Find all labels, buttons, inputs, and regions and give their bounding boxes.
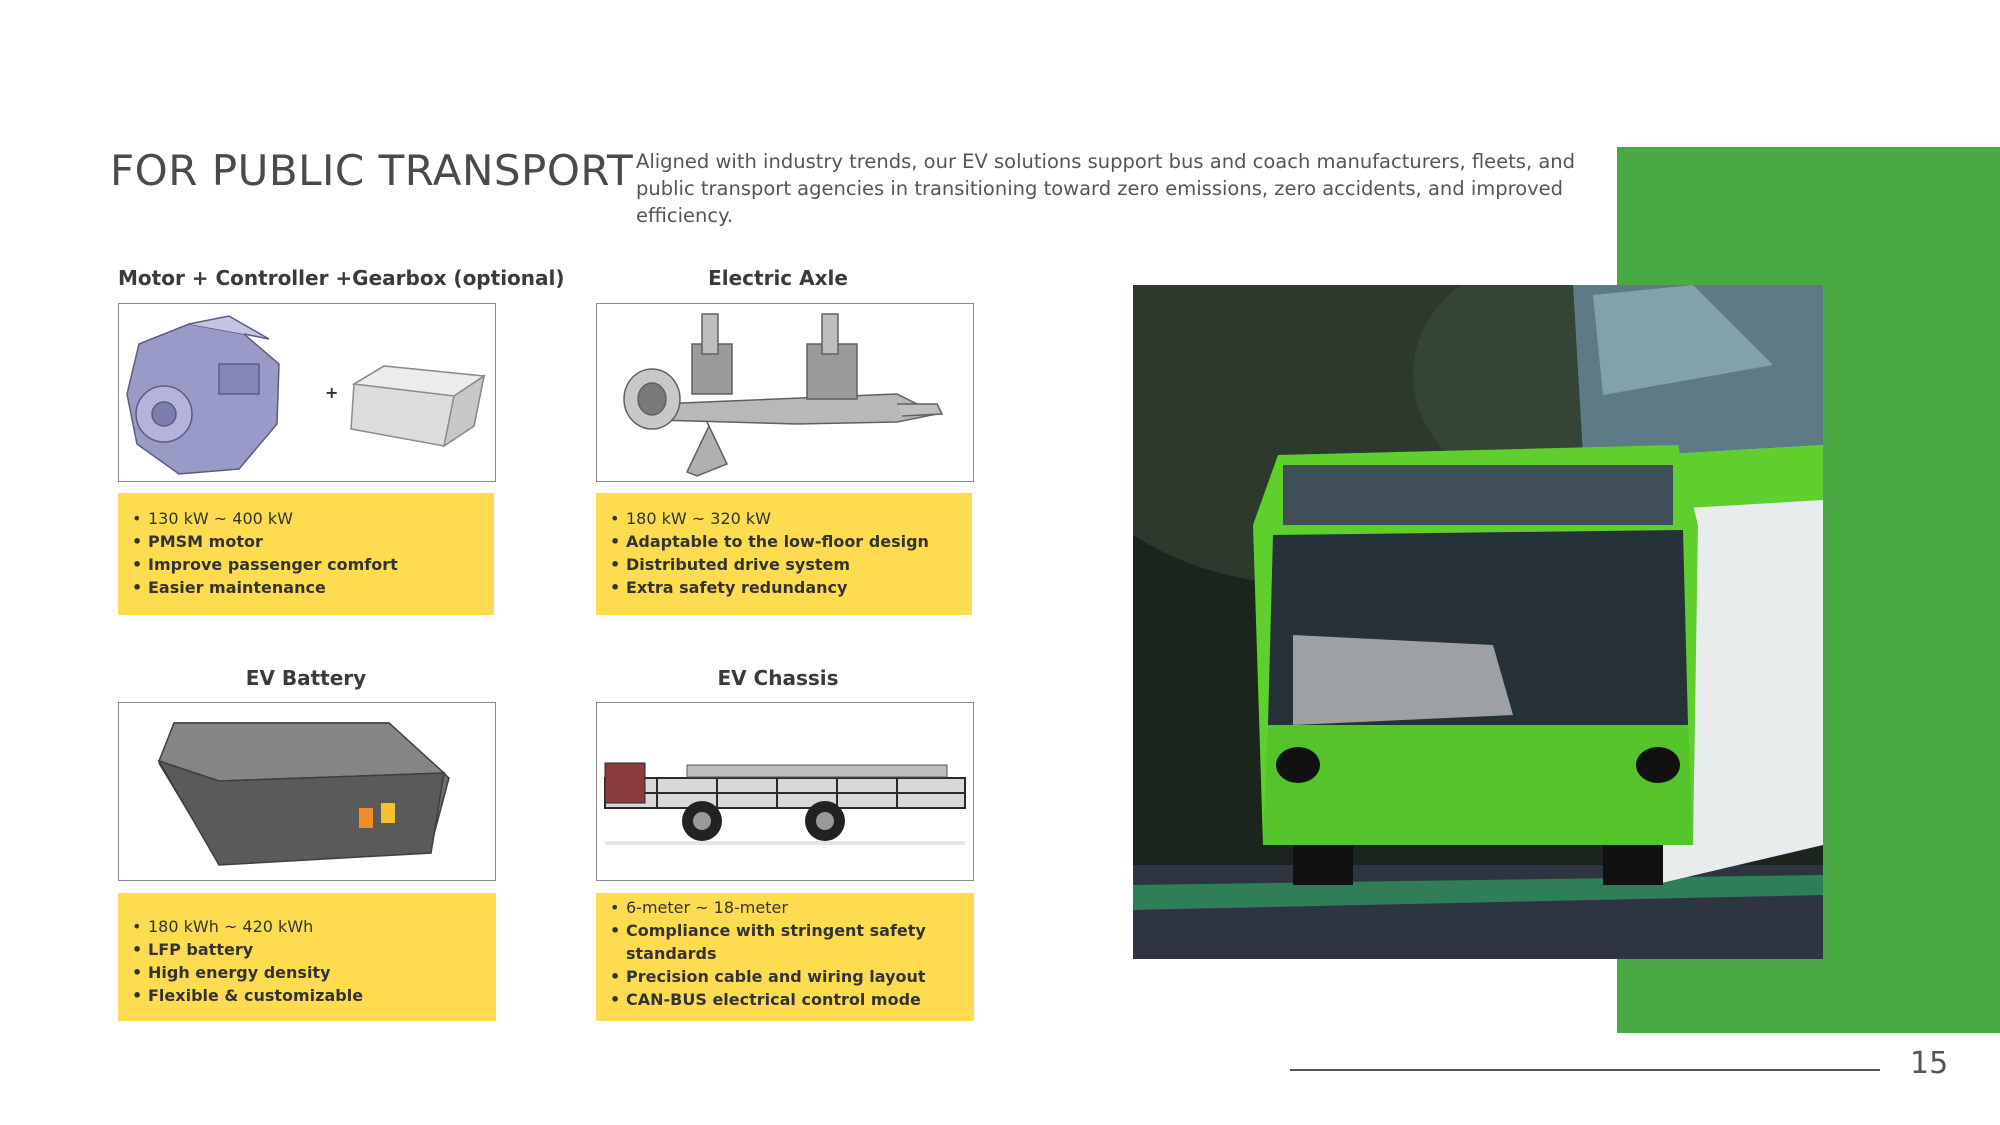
card-title-motor: Motor + Controller +Gearbox (optional)	[118, 266, 565, 290]
motor-controller-image	[118, 303, 496, 482]
spec-range: • 130 kW ~ 400 kW	[132, 507, 484, 530]
spec-item: • Precision cable and wiring layout	[610, 965, 964, 988]
spec-item: • Adaptable to the low-floor design	[610, 530, 962, 553]
spec-box-battery	[118, 893, 496, 1021]
spec-item: • LFP battery	[132, 938, 486, 961]
spec-item: • Easier maintenance	[132, 576, 484, 599]
spec-box-axle	[596, 493, 972, 615]
spec-item: • Compliance with stringent safety standards	[610, 919, 964, 965]
card-title-chassis: EV Chassis	[717, 666, 839, 690]
green-bus-photo	[1133, 285, 1823, 959]
spec-range: • 180 kWh ~ 420 kWh	[132, 915, 486, 938]
bus-illustration	[1133, 285, 1823, 959]
motor-illustration	[119, 304, 496, 482]
plus-sign: +	[325, 383, 339, 402]
page-title: FOR PUBLIC TRANSPORT	[110, 146, 634, 195]
page-number: 15	[1910, 1046, 1949, 1081]
ev-chassis-image	[596, 702, 974, 881]
chassis-illustration	[597, 703, 974, 881]
spec-item: • High energy density	[132, 961, 486, 984]
card-title-axle: Electric Axle	[708, 266, 848, 290]
spec-item: • Extra safety redundancy	[610, 576, 962, 599]
spec-range: • 6-meter ~ 18-meter	[610, 896, 964, 919]
spec-box-chassis	[596, 893, 974, 1021]
spec-item: • Improve passenger comfort	[132, 553, 484, 576]
ev-battery-image	[118, 702, 496, 881]
spec-box-motor	[118, 493, 494, 615]
battery-illustration	[119, 703, 496, 881]
spec-item: • Distributed drive system	[610, 553, 962, 576]
spec-item: • Flexible & customizable	[132, 984, 486, 1007]
electric-axle-image	[596, 303, 974, 482]
spec-item: • CAN-BUS electrical control mode	[610, 988, 964, 1011]
spec-item: • PMSM motor	[132, 530, 484, 553]
axle-illustration	[597, 304, 974, 482]
spec-range: • 180 kW ~ 320 kW	[610, 507, 962, 530]
footer-divider	[1290, 1069, 1880, 1071]
card-title-battery: EV Battery	[245, 666, 367, 690]
intro-text: Aligned with industry trends, our EV solutions support bus and coach manufacturers, fleets, and public transport agencies in transitioning toward zero emissions, zero accidents, and improved efficiency.	[636, 150, 1576, 227]
